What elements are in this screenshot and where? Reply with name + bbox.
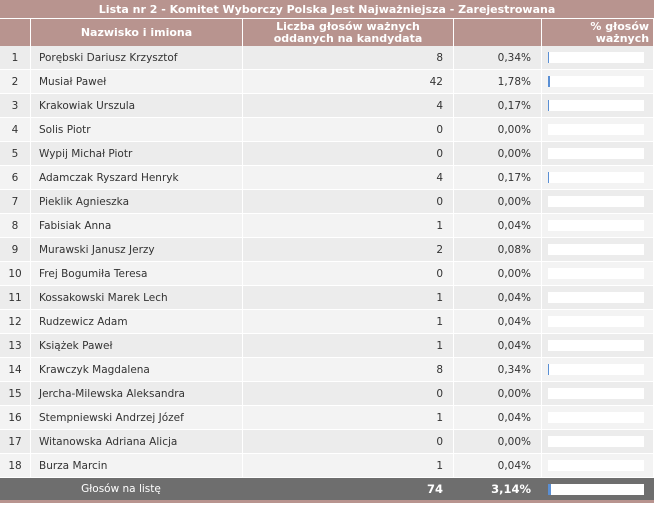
table-row — [0, 238, 654, 262]
candidate-votes: 42 — [243, 70, 454, 94]
vote-share-bar — [548, 364, 644, 375]
candidate-votes: 0 — [243, 382, 454, 406]
table-row — [0, 262, 654, 286]
table-row — [0, 310, 654, 334]
list-title: Lista nr 2 - Komitet Wyborczy Polska Jest Najważniejsza - Zarejestrowana — [0, 0, 654, 18]
candidate-percent: 0,34% — [454, 358, 542, 382]
table-row — [0, 214, 654, 238]
candidate-bar-cell — [542, 406, 654, 430]
candidate-rows — [0, 46, 654, 478]
table-row — [0, 142, 654, 166]
vote-share-bar — [548, 196, 644, 207]
candidate-number: 7 — [0, 190, 31, 214]
candidate-name: Musiał Paweł — [31, 70, 243, 94]
summary-percent: 3,14% — [454, 478, 542, 500]
candidate-bar-cell — [542, 94, 654, 118]
header-percent: % głosów ważnych — [542, 18, 654, 46]
candidate-bar-cell — [542, 382, 654, 406]
table-row — [0, 166, 654, 190]
table-row — [0, 190, 654, 214]
table-row — [0, 382, 654, 406]
table-row — [0, 286, 654, 310]
summary-row — [0, 478, 654, 500]
candidate-name: Porębski Dariusz Krzysztof — [31, 46, 243, 70]
candidate-bar-cell — [542, 238, 654, 262]
candidate-number: 12 — [0, 310, 31, 334]
candidate-percent: 0,17% — [454, 166, 542, 190]
vote-share-bar — [548, 316, 644, 327]
candidate-percent: 0,00% — [454, 190, 542, 214]
candidate-name: Pieklik Agnieszka — [31, 190, 243, 214]
vote-share-bar — [548, 292, 644, 303]
column-headers — [0, 18, 654, 46]
candidate-percent: 0,00% — [454, 118, 542, 142]
candidate-number: 6 — [0, 166, 31, 190]
summary-label: Głosów na listę — [0, 478, 243, 500]
candidate-votes: 0 — [243, 142, 454, 166]
candidate-name: Jercha-Milewska Aleksandra — [31, 382, 243, 406]
vote-share-bar — [548, 268, 644, 279]
candidate-percent: 0,34% — [454, 46, 542, 70]
table-row — [0, 430, 654, 454]
candidate-number: 8 — [0, 214, 31, 238]
table-row — [0, 46, 654, 70]
table-row — [0, 70, 654, 94]
candidate-number: 1 — [0, 46, 31, 70]
candidate-number: 3 — [0, 94, 31, 118]
candidate-name: Fabisiak Anna — [31, 214, 243, 238]
candidate-bar-cell — [542, 334, 654, 358]
vote-share-bar — [548, 436, 644, 447]
candidate-percent: 1,78% — [454, 70, 542, 94]
candidate-votes: 1 — [243, 454, 454, 478]
summary-bar-fill — [548, 484, 551, 495]
candidate-bar-cell — [542, 70, 654, 94]
candidate-name: Krakowiak Urszula — [31, 94, 243, 118]
candidate-name: Solis Piotr — [31, 118, 243, 142]
candidate-name: Rudzewicz Adam — [31, 310, 243, 334]
vote-share-bar — [548, 340, 644, 351]
candidate-percent: 0,04% — [454, 406, 542, 430]
candidate-votes: 8 — [243, 46, 454, 70]
candidate-bar-cell — [542, 430, 654, 454]
candidate-number: 13 — [0, 334, 31, 358]
candidate-bar-cell — [542, 310, 654, 334]
bottom-strip — [0, 500, 654, 503]
candidate-number: 5 — [0, 142, 31, 166]
candidate-number: 16 — [0, 406, 31, 430]
vote-share-bar — [548, 460, 644, 471]
vote-share-bar — [548, 172, 644, 183]
candidate-votes: 1 — [243, 406, 454, 430]
vote-share-bar — [548, 76, 644, 87]
candidate-percent: 0,17% — [454, 94, 542, 118]
candidate-percent: 0,04% — [454, 310, 542, 334]
vote-share-bar — [548, 412, 644, 423]
vote-share-bar — [548, 124, 644, 135]
table-row — [0, 334, 654, 358]
candidate-name: Burza Marcin — [31, 454, 243, 478]
candidate-percent: 0,00% — [454, 142, 542, 166]
candidate-number: 11 — [0, 286, 31, 310]
candidate-bar-cell — [542, 454, 654, 478]
candidate-bar-cell — [542, 46, 654, 70]
table-row — [0, 454, 654, 478]
vote-share-bar — [548, 220, 644, 231]
vote-share-bar-fill — [548, 76, 550, 87]
candidate-votes: 0 — [243, 190, 454, 214]
candidate-name: Frej Bogumiła Teresa — [31, 262, 243, 286]
candidate-bar-cell — [542, 286, 654, 310]
candidate-percent: 0,04% — [454, 334, 542, 358]
vote-share-bar — [548, 388, 644, 399]
candidate-number: 14 — [0, 358, 31, 382]
header-votes: Liczba głosów ważnych oddanych na kandydata — [243, 18, 454, 46]
candidate-name: Witanowska Adriana Alicja — [31, 430, 243, 454]
candidate-percent: 0,00% — [454, 430, 542, 454]
candidate-votes: 1 — [243, 286, 454, 310]
candidate-bar-cell — [542, 166, 654, 190]
candidate-percent: 0,00% — [454, 382, 542, 406]
candidate-number: 18 — [0, 454, 31, 478]
candidate-name: Kossakowski Marek Lech — [31, 286, 243, 310]
summary-bar-cell — [542, 478, 654, 500]
candidate-votes: 2 — [243, 238, 454, 262]
candidate-percent: 0,04% — [454, 214, 542, 238]
header-name: Nazwisko i imiona — [31, 18, 243, 46]
summary-votes: 74 — [243, 478, 454, 500]
candidate-name: Książek Paweł — [31, 334, 243, 358]
vote-share-bar — [548, 148, 644, 159]
candidate-percent: 0,00% — [454, 262, 542, 286]
candidate-bar-cell — [542, 190, 654, 214]
list-title-row — [0, 0, 654, 18]
candidate-votes: 8 — [243, 358, 454, 382]
candidate-name: Stempniewski Andrzej Józef — [31, 406, 243, 430]
candidate-bar-cell — [542, 118, 654, 142]
candidate-number: 2 — [0, 70, 31, 94]
candidate-bar-cell — [542, 262, 654, 286]
candidate-number: 10 — [0, 262, 31, 286]
candidate-number: 17 — [0, 430, 31, 454]
header-number — [0, 18, 31, 46]
table-row — [0, 358, 654, 382]
summary-bar — [548, 484, 644, 495]
vote-share-bar — [548, 52, 644, 63]
candidate-percent: 0,04% — [454, 286, 542, 310]
candidate-number: 9 — [0, 238, 31, 262]
candidate-bar-cell — [542, 142, 654, 166]
table-row — [0, 118, 654, 142]
vote-share-bar — [548, 100, 644, 111]
candidate-number: 15 — [0, 382, 31, 406]
candidate-votes: 0 — [243, 430, 454, 454]
candidate-name: Krawczyk Magdalena — [31, 358, 243, 382]
candidate-votes: 0 — [243, 118, 454, 142]
vote-share-bar — [548, 244, 644, 255]
table-row — [0, 94, 654, 118]
candidate-votes: 4 — [243, 166, 454, 190]
candidate-bar-cell — [542, 358, 654, 382]
candidate-name: Wypij Michał Piotr — [31, 142, 243, 166]
candidate-votes: 0 — [243, 262, 454, 286]
candidate-votes: 1 — [243, 310, 454, 334]
candidate-name: Adamczak Ryszard Henryk — [31, 166, 243, 190]
candidate-votes: 4 — [243, 94, 454, 118]
candidate-bar-cell — [542, 214, 654, 238]
candidate-votes: 1 — [243, 214, 454, 238]
candidate-number: 4 — [0, 118, 31, 142]
header-empty — [454, 18, 542, 46]
candidate-name: Murawski Janusz Jerzy — [31, 238, 243, 262]
candidate-percent: 0,08% — [454, 238, 542, 262]
candidate-percent: 0,04% — [454, 454, 542, 478]
candidate-votes: 1 — [243, 334, 454, 358]
table-row — [0, 406, 654, 430]
